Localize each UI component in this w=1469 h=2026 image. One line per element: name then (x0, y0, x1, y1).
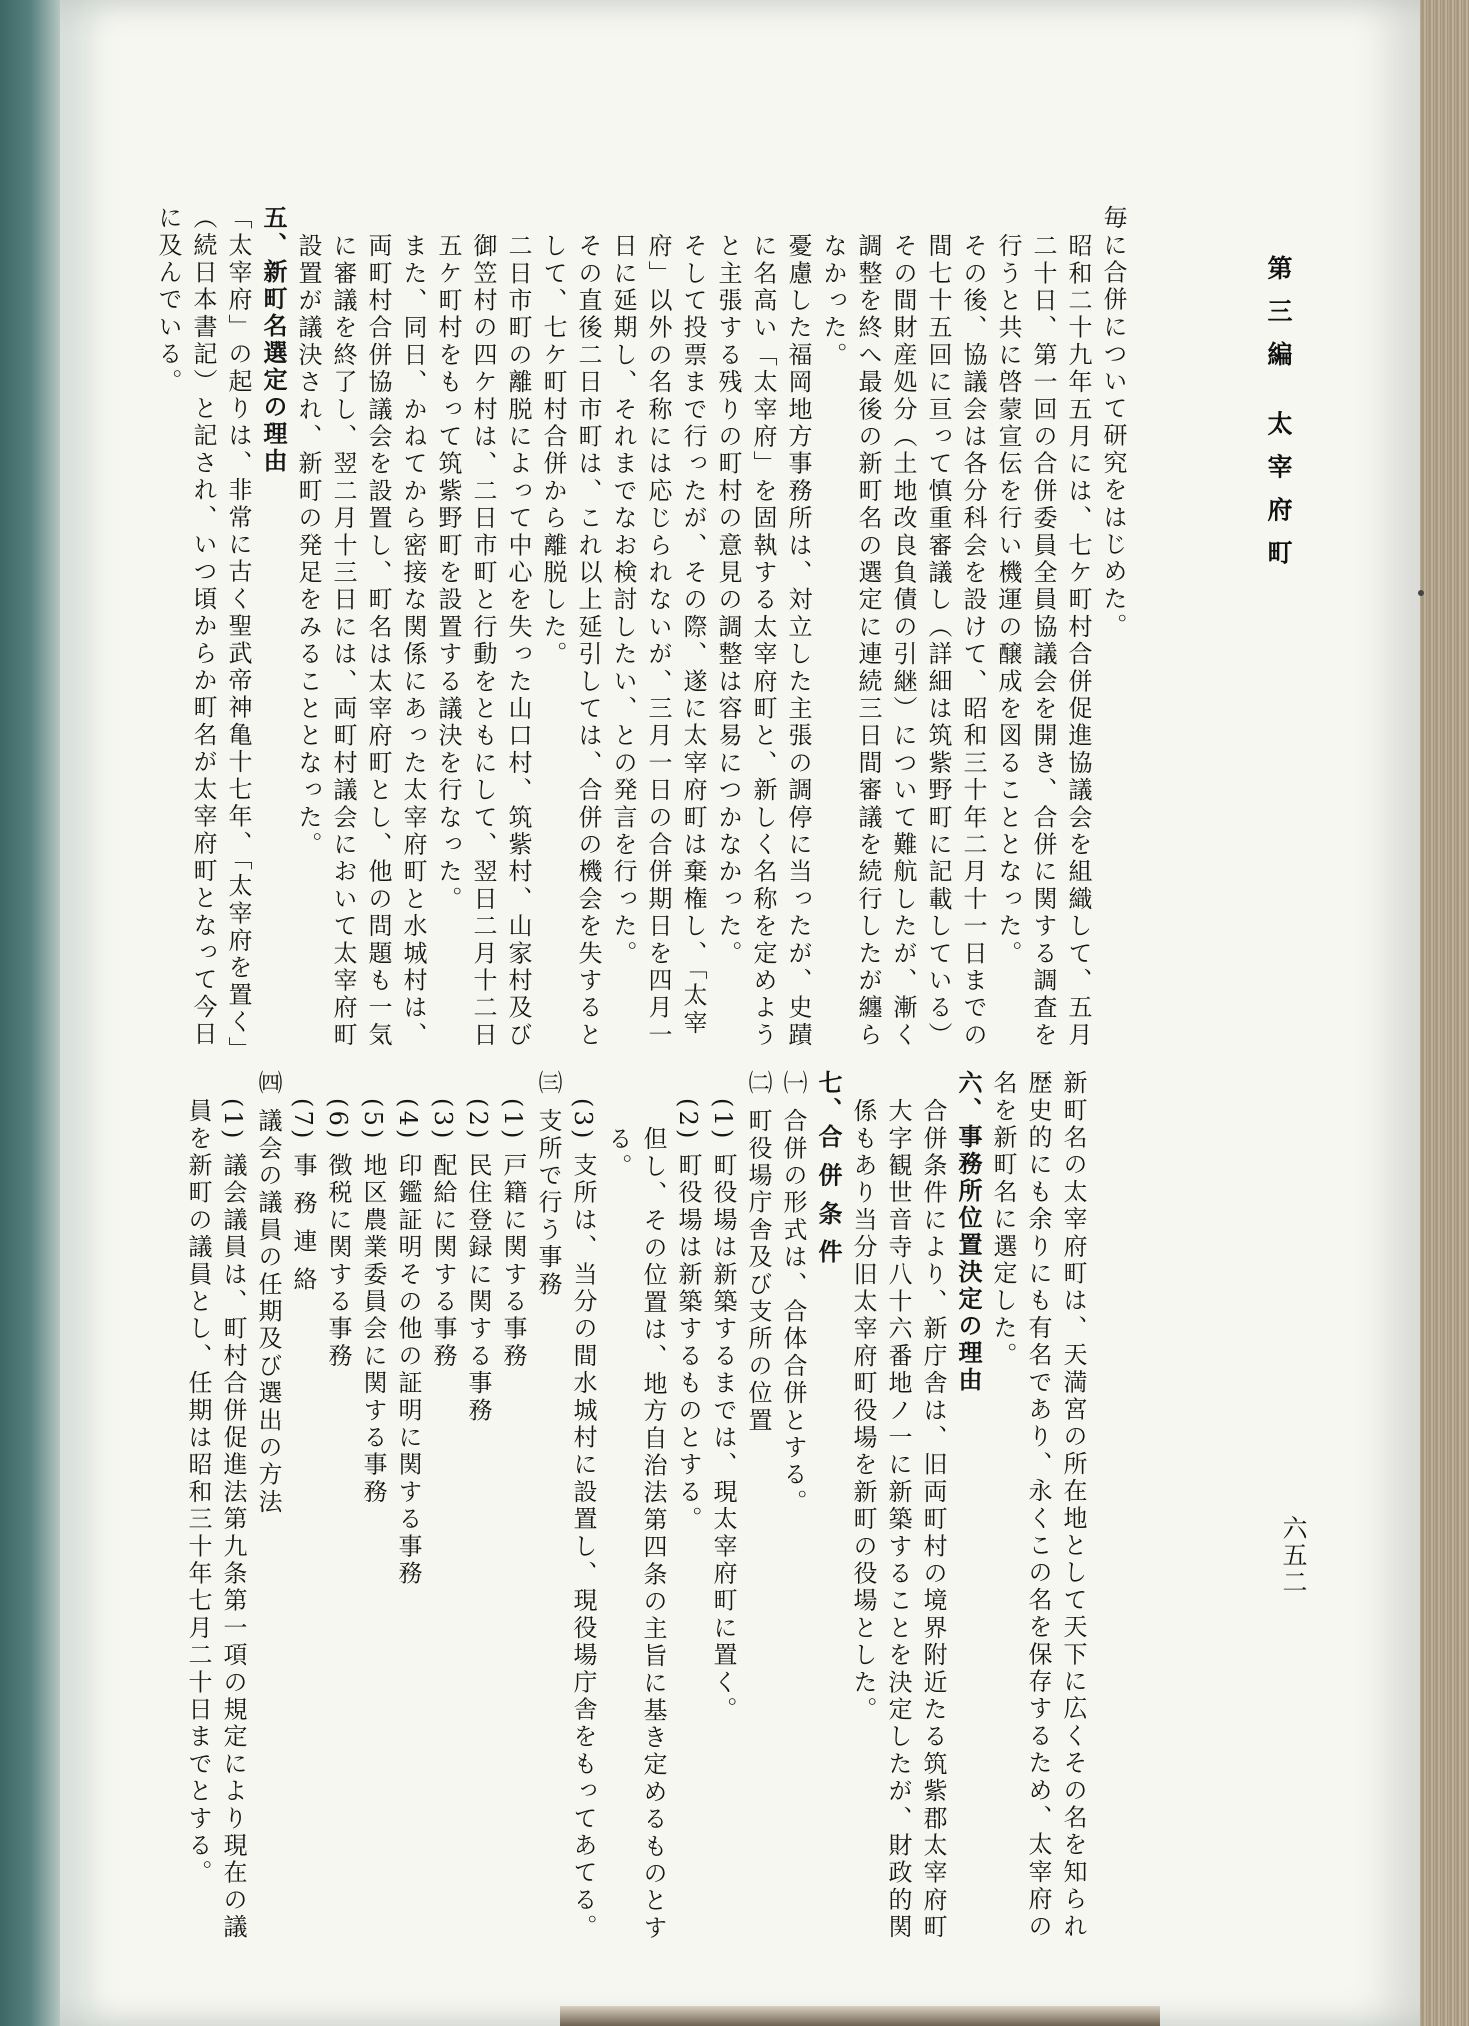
book-bottom-edge (560, 2006, 1160, 2026)
paragraph: 新町名の太宰府町は、天満宮の所在地として天下に広くその名を知られ歴史的にも余りにも有名であり、永くこの名を保存するため、太宰府の名を新町名に選定した。 (989, 1070, 1087, 1941)
list-item: (2) 民住登録に関する事務 (464, 1098, 492, 1425)
paragraph: 「太宰府」の起りは、非常に古く聖武帝神亀十七年、「太宰府を置く」（続日本書記）と記され、いつ頃からか町名が太宰府町となって今日に及んでいる。 (154, 205, 252, 1052)
list-item: (1) 議会議員は、町村合併促進法第九条第一項の規定により現在の議員を新町の議員とし、任期は昭和三十年七月二十日までとする。 (184, 1098, 247, 1942)
list-item: ㈢ 支所で行う事務 (534, 1070, 562, 1299)
section-heading: 五、新町名選定の理由 (259, 205, 287, 475)
paragraph: 憂慮した福岡地方事務所は、対立した主張の調停に当ったが、史蹟に名高い「太宰府」を固執する太宰府町と、新しく名称を定めようと主張する残りの町村の意見の調整は容易につかなかった。 (714, 233, 812, 1049)
paragraph: その後、協議会は各分科会を設けて、昭和三十年二月十一日までの間七十五回に亘って慎重審議し（詳細は筑紫野町に記載している）その間財産処分（土地改良負債の引継）について難航したが、漸く調整を終へ最後の新町名の選定に連続三日間審議を続行したが纏らなかった。 (819, 233, 987, 1049)
paragraph: 合併条件により、新庁舎は、旧両町村の境界附近たる筑紫郡太宰府町大字観世音寺八十六番地ノ一に新築することを決定したが、財政的関係もあり当分旧太宰府町役場を新町の役場とした。 (849, 1098, 947, 1942)
paragraph: そして投票まで行ったが、その際、遂に太宰府町は棄権し、「太宰府」以外の名称には応じられないが、三月一日の合併期日を四月一日に延期し、それまでなお検討したい、との発言を行った。 (609, 233, 707, 1049)
paragraph: その直後二日市町は、これ以上延引しては、合併の機会を失するとして、七ケ町村合併から離脱した。 (539, 233, 602, 1049)
upper-text-block (150, 205, 1130, 1055)
paragraph: 昭和二十九年五月には、七ケ町村合併促進協議会を組織して、五月二十日、第一回の合併委員全員協議会を開き、合併に関する調査を行うと共に啓蒙宣伝を行い機運の醸成を図ることとなった。 (994, 233, 1092, 1050)
list-item: ㈠ 合併の形式は、合体合併とする。 (779, 1070, 807, 1517)
list-item: ㈣ 議会の議員の任期及び選出の方法 (254, 1070, 282, 1517)
list-item: (1) 町役場は新築するまでは、現太宰府町に置く。 (709, 1098, 737, 1724)
list-item: (5) 地区農業委員会に関する事務 (359, 1098, 387, 1507)
running-header-title: 第三編 太宰府町 (1264, 255, 1293, 583)
list-item: (1) 戸籍に関する事務 (499, 1098, 527, 1371)
paragraph: また、同日、かねてから密接な関係にあった太宰府町と水城村は、両町村合併協議会を設置し、町名は太宰府町とし、他の問題も一気に審議を終了し、翌二月十三日には、両町村議会において太宰府町設置が議決され、新町の発足をみることとなった。 (294, 233, 427, 1049)
page-number: 六五二 (1279, 1515, 1308, 1596)
list-item: (4) 印鑑証明その他の証明に関する事務 (394, 1098, 422, 1588)
book-page-edges (1420, 0, 1469, 2026)
paragraph: 毎に合併について研究をはじめた。 (1099, 205, 1127, 641)
list-item: (2) 町役場は新築するものとする。 (674, 1098, 702, 1534)
list-item: (6) 徴税に関する事務 (324, 1098, 352, 1371)
ink-dot (1418, 590, 1424, 596)
list-item: ㈡ 町役場庁舎及び支所の位置 (744, 1070, 772, 1435)
lower-text-block (180, 1070, 1090, 1950)
paragraph: 二日市町の離脱によって中心を失った山口村、筑紫村、山家村及び御笠村の四ケ村は、二日市町と行動をともにして、翌日二月十二日五ケ町村をもって筑紫野町を設置する議決を行なった。 (434, 233, 532, 1049)
section-heading: 六、事務所位置決定の理由 (954, 1070, 982, 1394)
list-item: (3) 支所は、当分の間水城村に設置し、現役場庁舎をもってあてる。 (569, 1098, 597, 1942)
section-heading: 七、合 併 条 件 (814, 1070, 842, 1267)
list-item: (3) 配給に関する事務 (429, 1098, 457, 1371)
list-item: 但し、その位置は、地方自治法第四条の主旨に基き定めるものとする。 (604, 1126, 667, 1942)
list-item: (7) 事 務 連 絡 (289, 1098, 317, 1294)
